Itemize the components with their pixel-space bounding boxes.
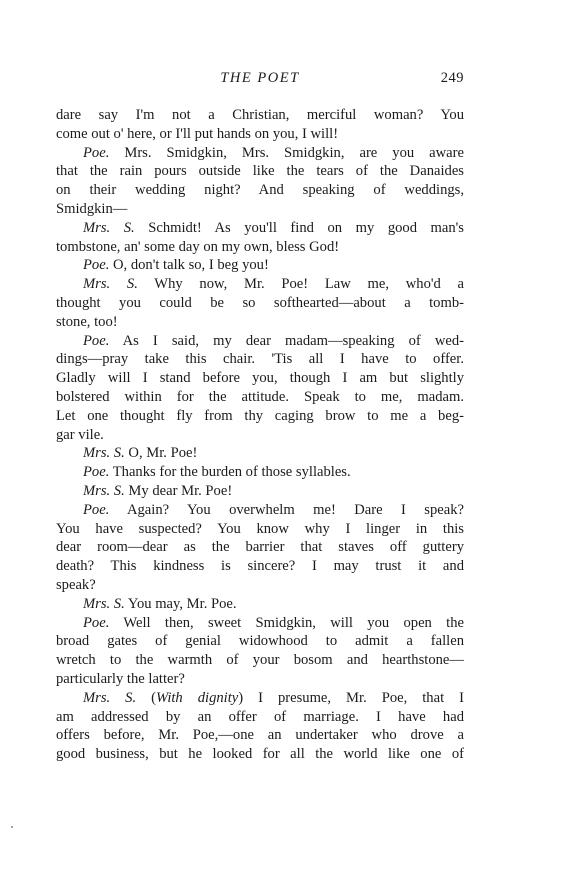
text-line: Let one thought fly from thy caging brow to me a beg- bbox=[56, 407, 464, 424]
text-line: broad gates of genial widowhood to admit a fallen bbox=[56, 633, 464, 650]
text-line: stone, too! bbox=[56, 313, 118, 330]
text-line: particularly the latter? bbox=[56, 670, 185, 687]
text-line: wretch to the warmth of your bosom and hearthstone— bbox=[56, 652, 464, 669]
text-line: good business, but he looked for all the world like one of bbox=[56, 746, 464, 763]
text-line: come out o' here, or I'll put hands on you, I will! bbox=[56, 125, 339, 142]
text-line: dings—pray take this chair. 'Tis all I have to offer. bbox=[56, 351, 464, 368]
running-title: THE POET bbox=[220, 70, 300, 86]
text-line: dear room—dear as the barrier that staves off guttery bbox=[56, 539, 464, 556]
text-line: You have suspected? You know why I linger in this bbox=[56, 520, 464, 537]
text-line: bolstered within for the attitude. Speak to me, madam. bbox=[56, 388, 464, 405]
text-line: Mrs. S. Why now, Mr. Poe! Law me, who'd a bbox=[83, 276, 464, 293]
text-line: Mrs. S. My dear Mr. Poe! bbox=[83, 482, 233, 499]
text-line: offers before, Mr. Poe,—one an undertaker who drove a bbox=[56, 727, 464, 744]
text-line: Poe. Again? You overwhelm me! Dare I speak? bbox=[83, 501, 464, 518]
text-line: Mrs. S. Schmidt! As you'll find on my good man's bbox=[83, 219, 464, 236]
body-text bbox=[56, 106, 464, 764]
text-line: Mrs. S. You may, Mr. Poe. bbox=[83, 595, 237, 612]
text-line: Mrs. S. (With dignity) I presume, Mr. Poe, that I bbox=[83, 689, 464, 706]
text-line: thought you could be so softhearted—about a tomb- bbox=[56, 294, 464, 311]
text-line: Poe. O, don't talk so, I beg you! bbox=[83, 257, 269, 274]
text-line: dare say I'm not a Christian, merciful woman? You bbox=[56, 107, 464, 123]
text-line: tombstone, an' some day on my own, bless God! bbox=[56, 238, 340, 255]
scan-speck bbox=[11, 826, 13, 828]
text-line: gar vile. bbox=[56, 426, 104, 443]
text-line: Poe. As I said, my dear madam—speaking of wed- bbox=[83, 332, 464, 349]
text-line: speak? bbox=[56, 576, 96, 593]
text-line: Poe. Mrs. Smidgkin, Mrs. Smidgkin, are you aware bbox=[83, 144, 464, 161]
text-line: Gladly will I stand before you, though I am but slightly bbox=[56, 370, 464, 387]
text-line: Mrs. S. O, Mr. Poe! bbox=[83, 445, 198, 462]
page-header bbox=[56, 70, 464, 90]
text-line: that the rain pours outside like the tears of the Danaides bbox=[56, 163, 464, 180]
text-line: death? This kindness is sincere? I may trust it and bbox=[56, 558, 464, 575]
text-line: Poe. Well then, sweet Smidgkin, will you open the bbox=[83, 614, 464, 631]
text-line: Smidgkin— bbox=[56, 200, 128, 217]
text-line: on their wedding night? And speaking of weddings, bbox=[56, 182, 464, 199]
page-number: 249 bbox=[440, 70, 464, 86]
text-line: am addressed by an offer of marriage. I have had bbox=[56, 708, 464, 725]
text-line: Poe. Thanks for the burden of those syllables. bbox=[83, 464, 351, 481]
